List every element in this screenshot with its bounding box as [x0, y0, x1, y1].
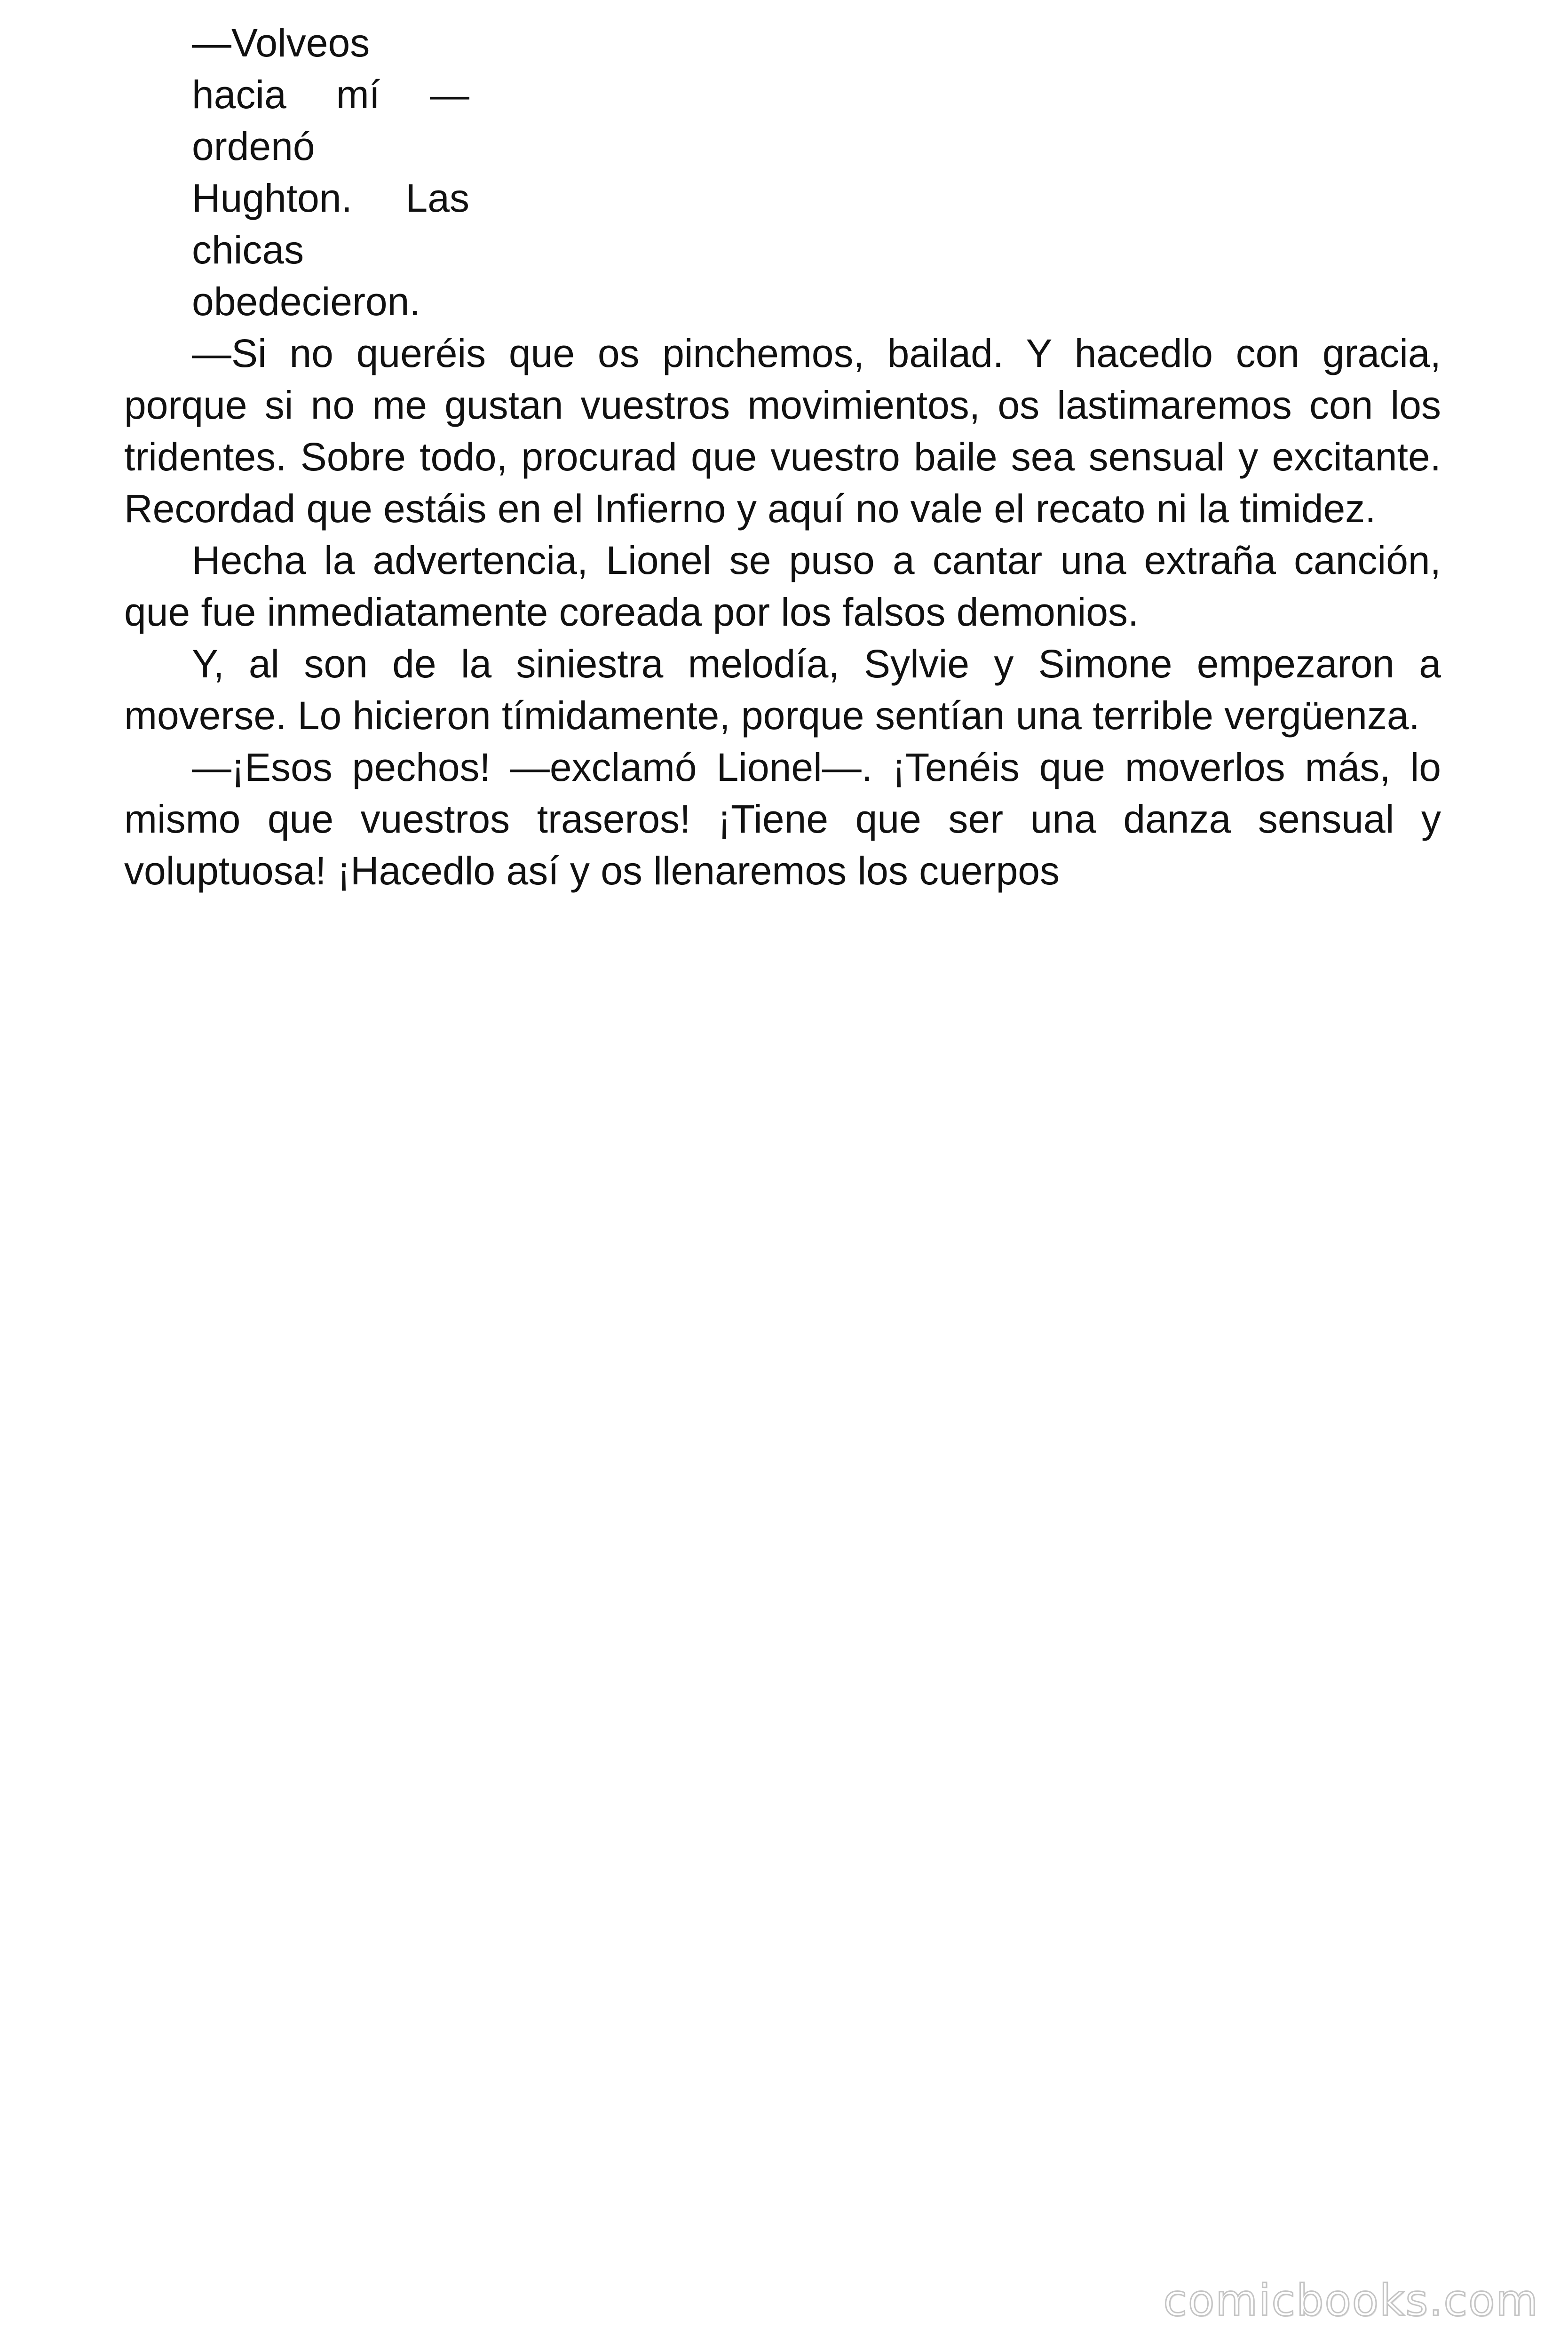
paragraph: —Si no queréis que os pinchemos, bailad. Y hacedlo con gracia, porque si no me gustan vuestros movimientos, os lastimaremos con los tridentes. Sobre todo, procurad que vuestro baile sea sensual y excitante. Recordad que estáis en el Infierno y aquí no vale el recato ni la timidez. — [124, 331, 1441, 531]
body-text — [124, 327, 1441, 897]
paragraph: Hecha la advertencia, Lionel se puso a cantar una extraña canción, que fue inmediatamente coreada por los falsos demonios. — [124, 538, 1441, 634]
watermark: comicbooks.com — [1163, 2275, 1539, 2326]
text-line: —Volveos — [192, 21, 370, 65]
text-line: Hughton. Las — [192, 176, 469, 220]
text-line: chicas — [192, 228, 304, 272]
opening-dialogue-column — [192, 17, 469, 327]
paragraph: —¡Esos pechos! —exclamó Lionel—. ¡Tenéis que moverlos más, lo mismo que vuestros traseros! ¡Tiene que ser una danza sensual y voluptuosa! ¡Hacedlo así y os llenaremos los cuerpos — [124, 745, 1441, 893]
text-line: hacia mí — — [192, 72, 469, 117]
text-line: obedecieron. — [192, 279, 420, 324]
text-line: ordenó — [192, 124, 315, 168]
paragraph: Y, al son de la siniestra melodía, Sylvie y Simone empezaron a moverse. Lo hicieron tímidamente, porque sentían una terrible vergüenza. — [124, 642, 1441, 738]
